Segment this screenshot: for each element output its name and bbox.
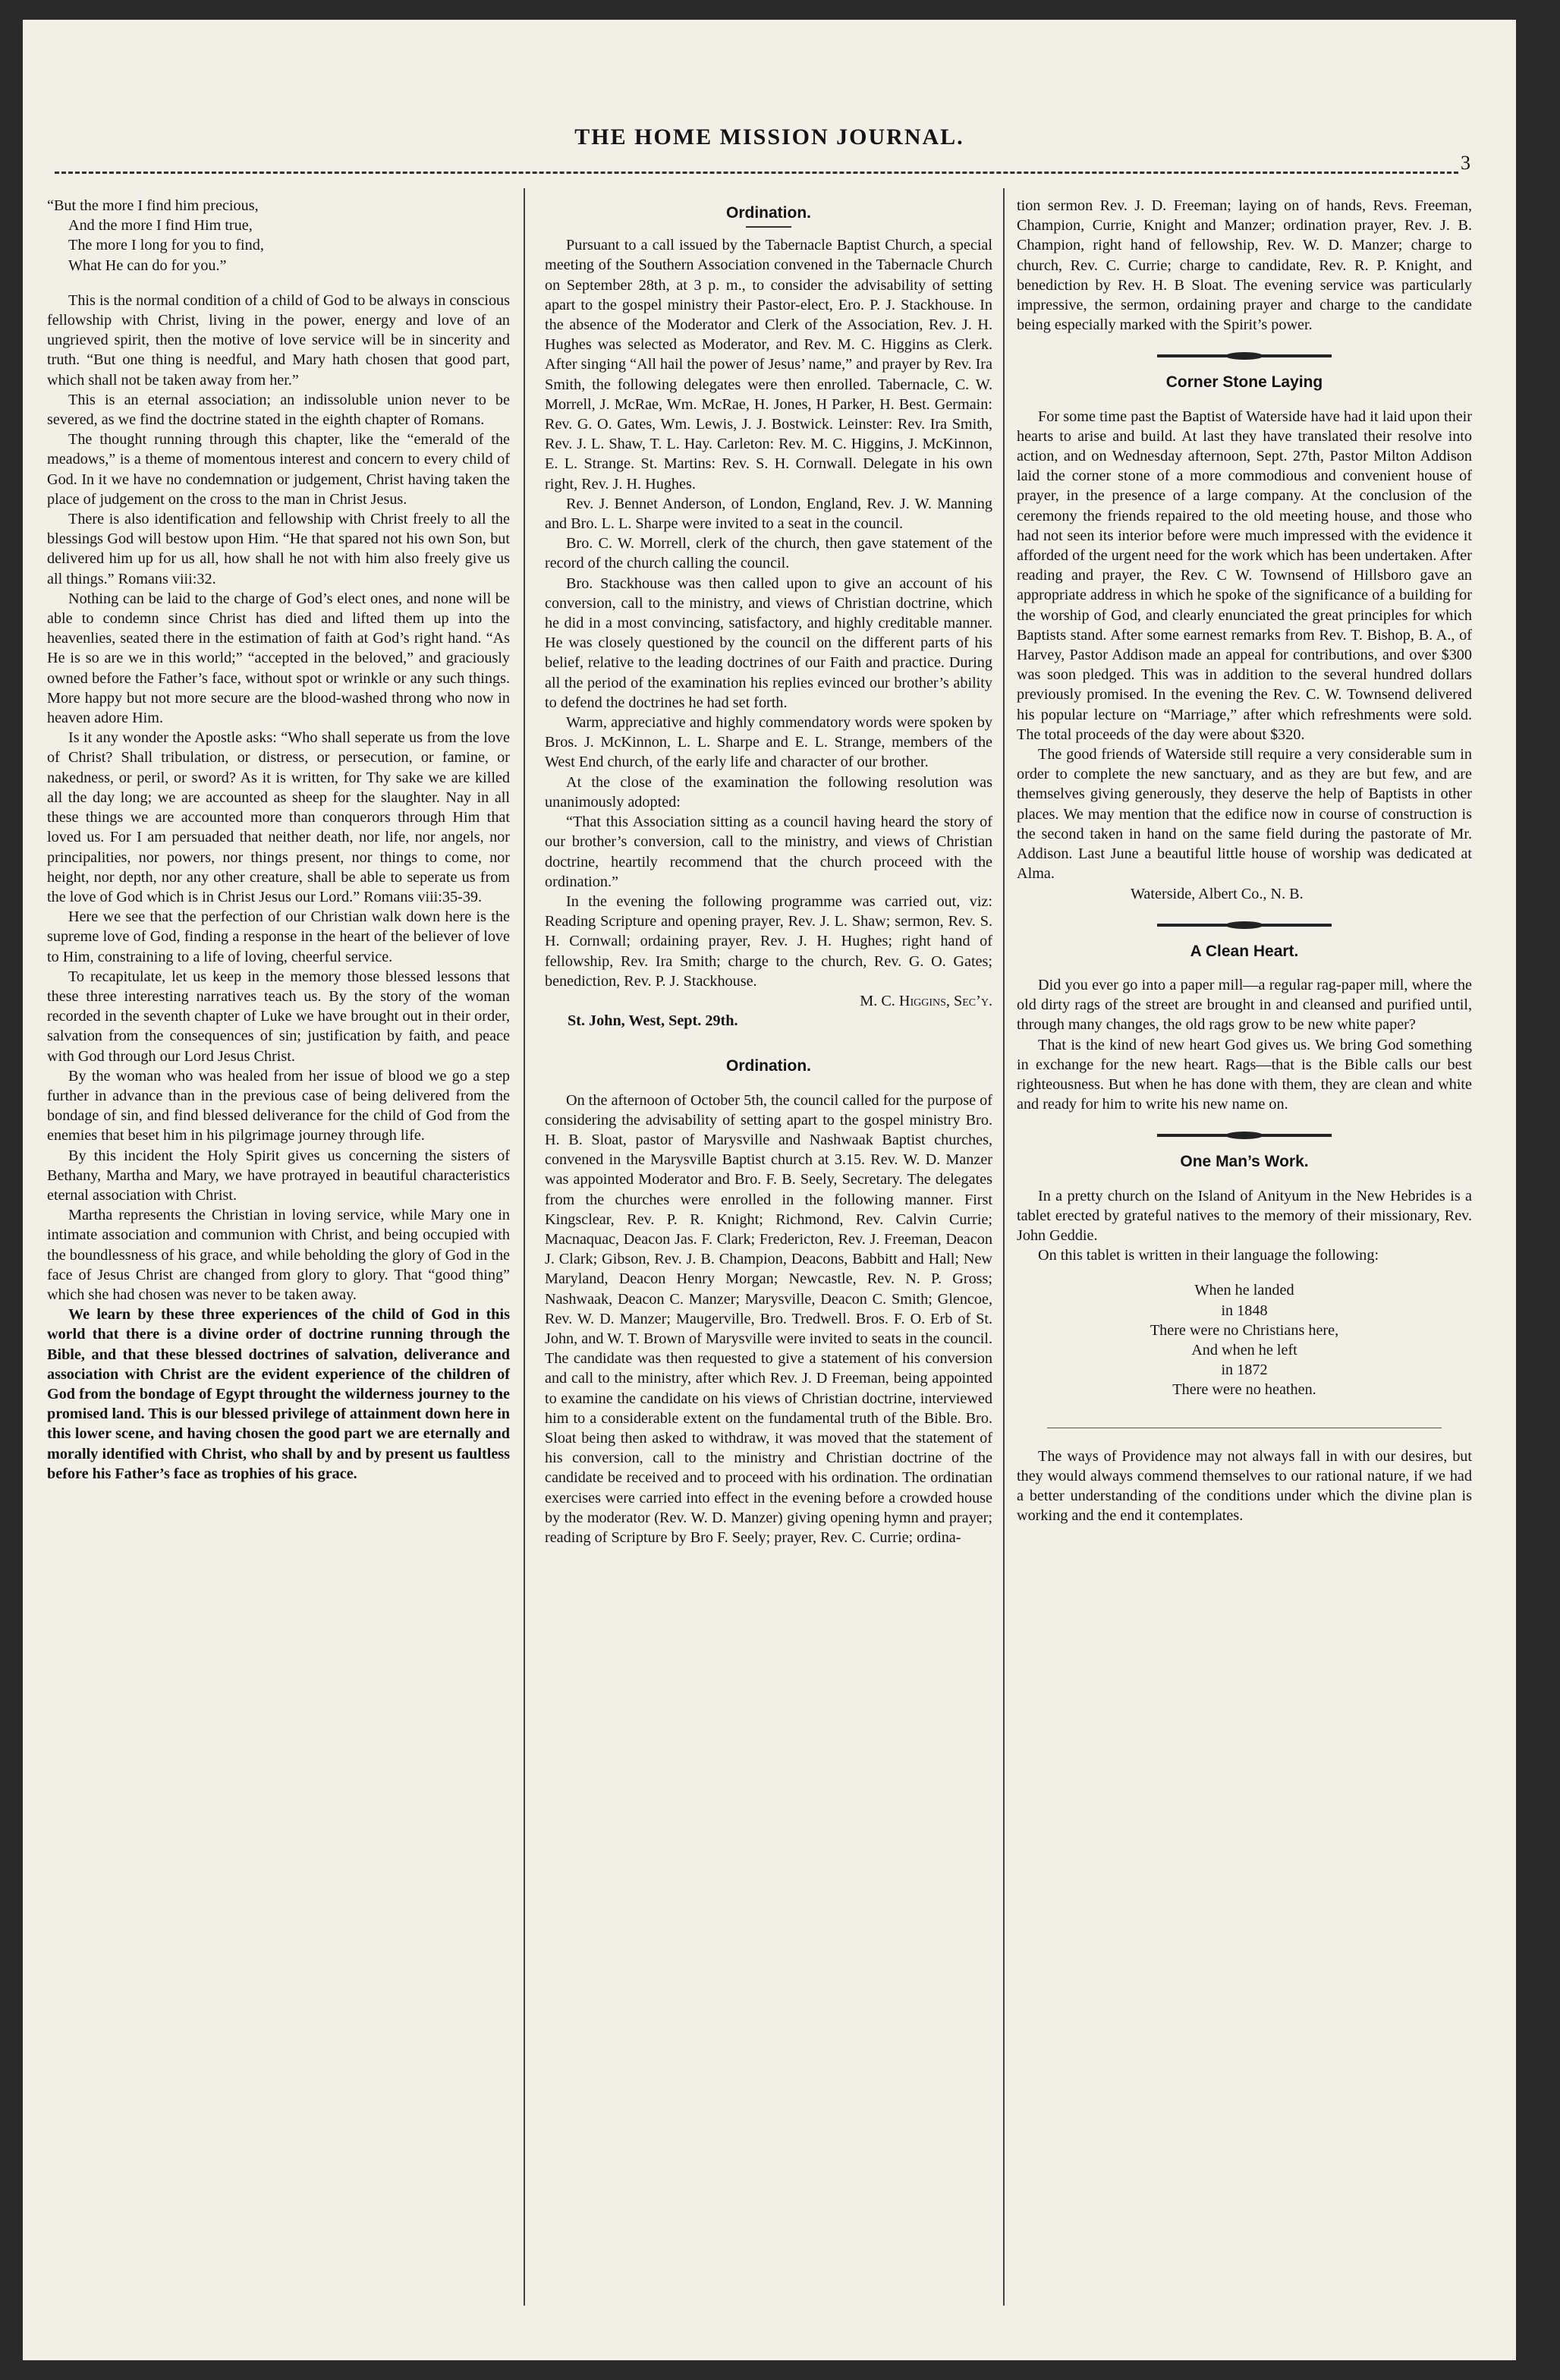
paragraph: “That this Association sitting as a council having heard the story of our brother’s conversion, call to the ministry, and views of Christian doctrine, heartily recommend that the church proceed with the ordination.”: [545, 814, 992, 890]
column-divider: [524, 188, 525, 2306]
page-number: 3: [1461, 152, 1470, 174]
paragraph: On this tablet is written in their language the following:: [1038, 1247, 1379, 1264]
ornament-divider: [1157, 1134, 1332, 1137]
heading-dash: [746, 226, 791, 228]
dateline: Waterside, Albert Co., N. B.: [1131, 885, 1304, 902]
tablet-line: in 1872: [1221, 1362, 1268, 1379]
tablet-line: There were no heathen.: [1172, 1381, 1316, 1399]
tablet-line: There were no Christians here,: [1150, 1321, 1339, 1339]
paragraph: For some time past the Baptist of Waterside have had it laid upon their hearts to arise and build. At last they have translated their resolve into action, and on Wednesday afternoon, Sept. 27th, Pastor Milton Addison laid the corner stone of a more commodious and convenient house of prayer, in the presence of a large company. At the conclusion of the ceremony the friends repaired to the old meeting house, and those who had not seen its interior before were much impressed with the evidence it afforded of the urgent need for the work which has been undertaken. After reading and prayer, the Rev. C W. Townsend of Hillsboro gave an appropriate address in which he spoke of the significance of a building for the worship of God, and clearly enunciated the great principles for which Baptists stand. After some earnest remarks from Rev. T. Bishop, B. A., of Harvey, Pastor Addison made an appeal for contributions, and over $300 was soon pledged. This was in addition to the several hundred dollars previously promised. In the evening the Rev. C. W. Townsend delivered his popular lecture on “Marriage,” after which refreshments were sold. The total proceeds of the day were about $320.: [1017, 408, 1472, 743]
ornament-divider: [1157, 354, 1332, 357]
newspaper-page: [23, 20, 1516, 2360]
article-heading: Corner Stone Laying: [1165, 373, 1323, 392]
paragraph: Bro. C. W. Morrell, clerk of the church, then gave statement of the record of the church calling the council.: [545, 535, 992, 572]
paragraph: Pursuant to a call issued by the Tabernacle Baptist Church, a special meeting of the Southern Association convened in the Tabernacle Church on September 28th, at 3 p. m., to consider the advisability of setting apart to the gospel ministry their Pastor-elect, Ero. P. J. Stackhouse. In the absence of the Moderator and Clerk of the Association, Rev. J. H. Hughes was selected as Moderator, and Rev. M. C. Higgins as Clerk. After singing “All hail the power of Jesus’ name,” and prayer by Rev. Ira Smith, the following delegates were then enrolled. Tabernacle, C. W. Morrell, J. McRae, Wm. McRae, H. Jones, H Parker, H. Best. Germain: Rev. G. O. Gates, Wm. Lewis, J. J. Bostwick. Leinster: Rev. Ira Smith, Rev. J. L. Shaw, T. L. Hay. Carleton: Rev. M. C. Higgins, J. McKinnon, E. L. Strange. St. Martins: Rev. S. H. Cornwall. Delegate in his own right, Rev. J. H. Hughes.: [545, 237, 992, 493]
column-divider: [1003, 188, 1005, 2306]
paragraph: In the evening the following programme was carried out, viz: Reading Scripture and opening prayer, Rev. J. L. Shaw; sermon, Rev. S. H. Cornwall; ordaining prayer, Rev. J. H. Hughes; right hand of fellowship, Rev. Ira Smith; charge to the church, Rev. G. O. Gates; benediction, Rev. P. J. Stackhouse.: [545, 892, 992, 990]
paragraph: At the close of the examination the following resolution was unanimously adopted:: [545, 773, 992, 811]
signature: M. C. Higgins, Sec’y.: [860, 992, 992, 1009]
column-middle: [545, 196, 992, 1547]
paragraph: To recapitulate, let us keep in the memory those blessed lessons that these three interesting narratives teach us. By the story of the woman recorded in the seventh chapter of Luke we have brought out in their order, salvation from the consequences of sin; justification by faith, and peace with God through our Lord Jesus Christ.: [47, 968, 510, 1065]
article-heading: Ordination.: [726, 1057, 811, 1075]
tablet-line: And when he left: [1191, 1341, 1297, 1358]
poem-line: The more I long for you to find,: [68, 237, 264, 254]
article-heading: A Clean Heart.: [1190, 942, 1299, 960]
column-left: [47, 196, 510, 1484]
paragraph: Here we see that the perfection of our Christian walk down here is the supreme love of God, finding a response in the heart of the believer of love to Him, constraining to a life of loving, cheerful service.: [47, 908, 510, 965]
paragraph: The good friends of Waterside still require a very considerable sum in order to complete the new sanctuary, and as they are but few, and are themselves giving generously, they deserve the help of Baptists in other places. We may mention that the edifice now in course of construction is the second taken in hand on the same field during the pastorate of Mr. Addison. Last June a beautiful little house of worship was dedicated at Alma.: [1017, 746, 1472, 883]
paragraph: By the woman who was healed from her issue of blood we go a step further in advance than in the previous case of being delivered from the bondage of sin, and find blessed deliverance for the child of God from the enemies that beset him in his pilgrimage journey through life.: [47, 1067, 510, 1144]
header-rule: [55, 172, 1458, 174]
paragraph: Bro. Stackhouse was then called upon to give an account of his conversion, call to the ministry, and views of Christian doctrine, which he did in a most convincing, satisfactory, and highly creditable manner. He was closely questioned by the council on the different parts of his belief, relative to the leading doctrines of our Faith and practice. During all the period of the examination his replies evinced our brother’s ability to defend the doctrines he had set forth.: [545, 575, 992, 711]
poem-line: And the more I find Him true,: [68, 217, 253, 235]
paragraph: Rev. J. Bennet Anderson, of London, England, Rev. J. W. Manning and Bro. L. L. Sharpe were invited to a seat in the council.: [545, 495, 992, 533]
article-heading: One Man’s Work.: [1180, 1153, 1309, 1171]
paragraph: Warm, appreciative and highly commendatory words were spoken by Bros. J. McKinnon, L. L. Sharpe and E. L. Strange, members of the West End church, of the early life and character of our brother.: [545, 714, 992, 771]
paragraph: tion sermon Rev. J. D. Freeman; laying on of hands, Revs. Freeman, Champion, Currie, Knight and Manzer; ordination prayer, Rev. J. B. Champion, right hand of fellowship, Rev. W. D. Manzer; charge to church, Rev. C. Currie; charge to candidate, Rev. R. P. Knight, and benediction by Rev. H. B Sloat. The evening service was particularly impressive, the sermon, ordaining prayer and charge to the candidate being especially marked with the Spirit’s power.: [1017, 197, 1472, 334]
paragraph: The ways of Providence may not always fall in with our desires, but they would always commend themselves to our rational nature, if we had a better understanding of the conditions under which the divine plan is working and the end it contemplates.: [1017, 1447, 1472, 1525]
poem-stanza: [47, 196, 510, 275]
poem-line: What He can do for you.”: [68, 257, 227, 274]
paragraph: Martha represents the Christian in loving service, while Mary one in intimate association and communion with Christ, and being occupied with the boundlessness of his grace, and while beholding the glory of God in the face of Jesus Christ are changed from glory to glory. That “good thing” which she had chosen was never to be taken away.: [47, 1207, 510, 1303]
tablet-line: in 1848: [1221, 1302, 1268, 1319]
ornament-divider: [1157, 924, 1332, 927]
paragraph: By this incident the Holy Spirit gives us concerning the sisters of Bethany, Martha and Mary, we have protrayed in beautiful characteristics eternal association with Christ.: [47, 1147, 510, 1204]
paragraph: This is an eternal association; an indissoluble union never to be severed, as we find the doctrine stated in the eighth chapter of Romans.: [47, 391, 510, 429]
paragraph: On the afternoon of October 5th, the council called for the purpose of considering the advisability of setting apart to the gospel ministry Bro. H. B. Sloat, pastor of Marysville and Nashwaak Baptist churches, convened in the Marysville Baptist church at 3.15. Rev. W. D. Manzer was appointed Moderator and Bro. F. B. Seely, Secretary. The delegates from the churches were enrolled in the following manner. First Kingsclear, Rev. P. R. Knight; Richmond, Rev. Calvin Currie; Macnaquac, Deacon Jas. F. Clark; Fredericton, Rev. J. Freeman, Deacon J. Clark; Gibson, Rev. J. B. Champion, Deacons, Babbitt and Hall; New Maryland, Deacon Henry Morgan; Newcastle, Rev. N. P. Gross; Nashwaak, Deacon C. Manzer; Marysville, Deacon C. Smith; Glencoe, Rev. W. D. Manzer; Maugerville, Bro. Tredwell. Bros. F. O. Erb of St. John, and W. T. Brown of Marysville were invited to seats in the council. The candidate was then requested to give a statement of his conversion and call to the ministry, after which Rev. J. D Freeman, being appointed to examine the candidate on his views of Christian doctrine, interviewed him to a considerable extent on the fundamental truth of the Bible. Bro. Sloat being then asked to withdraw, it was moved that the statement of his conversion, call to the ministry and Christian doctrine of the candidate be received and to proceed with his ordination. The ordinatian exercises were carried into effect in the evening before a crowded house by the moderator (Rev. W. D. Manzer) giving opening hymn and prayer; reading of Scripture by Bro F. Seely; prayer, Rev. C. Currie; ordina-: [545, 1091, 992, 1546]
paragraph: We learn by these three experiences of the child of God in this world that there is a divine order of doctrine running through the Bible, and that these blessed doctrines of salvation, deliverance and association with Christ are the evident experience of the children of God from the bondage of Egypt throught the wilderness journey to the promised land. This is our blessed privilege of attainment down here in this lower scene, and having chosen the good part we are eternally and morally identified with Christ, who shall by and by present us faultless before his Father’s face as trophies of his grace.: [47, 1306, 510, 1482]
paragraph: This is the normal condition of a child of God to be always in conscious fellowship with Christ, living in the power, energy and love of an ungrieved spirit, then the motive of love service will be in sincerity and truth. “But one thing is needful, and Mary hath chosen that good part, which shall not be taken away from her.”: [47, 291, 510, 389]
article-heading: Ordination.: [726, 204, 811, 222]
paragraph: Is it any wonder the Apostle asks: “Who shall seperate us from the love of Christ? Shall tribulation, or distress, or persecution, or famine, or nakedness, or peril, or sword? As it is written, for Thy sake we are killed all the day long; we are accounted as sheep for the slaughter. Nay in all these things we are accounted more than conquerors through Him that loved us. For I am persuaded that neither death, nor life, nor angels, nor principalities, nor powers, nor things present, nor things to come, nor height, nor depth, nor any other creature, shall be able to seperate us from the love of God which is in Christ Jesus our Lord.” Romans viii:35-39.: [47, 729, 510, 905]
column-right: [1017, 196, 1472, 1525]
paragraph: There is also identification and fellowship with Christ freely to all the blessings God will bestow upon Him. “He that spared not his own Son, but delivered him up for us all, how shall he not with him also freely give us all things.” Romans viii:32.: [47, 511, 510, 587]
tablet-line: When he landed: [1194, 1282, 1294, 1299]
paragraph: Nothing can be laid to the charge of God’s elect ones, and none will be able to condemn since Christ has died and lifted them up into the heavenlies, seated there in the estimation of faith at God’s right hand. “As He is so are we in this world;” “accepted in the beloved,” and graciously owned before the Father’s face, without spot or wrinkle or any such things. More happy but not more secure are the blood-washed throng who now in heaven adore Him.: [47, 590, 510, 727]
running-header: THE HOME MISSION JOURNAL.: [574, 124, 964, 150]
dateline: St. John, West, Sept. 29th.: [568, 1012, 738, 1030]
poem-line: “But the more I find him precious,: [47, 197, 259, 214]
paragraph: The thought running through this chapter, like the “emerald of the meadows,” is a theme of momentous interest and concern to every child of God. In it we have no condemnation or judgement, Christ having taken the place of judgement on the cross to the man in Christ Jesus.: [47, 431, 510, 508]
paragraph: Did you ever go into a paper mill—a regular rag-paper mill, where the old dirty rags of the street are brought in and cleansed and purified until, through many changes, the old rags grow to be new white paper?: [1017, 976, 1472, 1034]
paragraph: In a pretty church on the Island of Anityum in the New Hebrides is a tablet erected by grateful natives to the memory of their missionary, Rev. John Geddie.: [1017, 1187, 1472, 1244]
paragraph: That is the kind of new heart God gives us. We bring God something in exchange for the new heart. Rags—that is the Bible calls our best righteousness. But when he has done with them, they are clean and white and ready for him to write his new name on.: [1017, 1036, 1472, 1113]
